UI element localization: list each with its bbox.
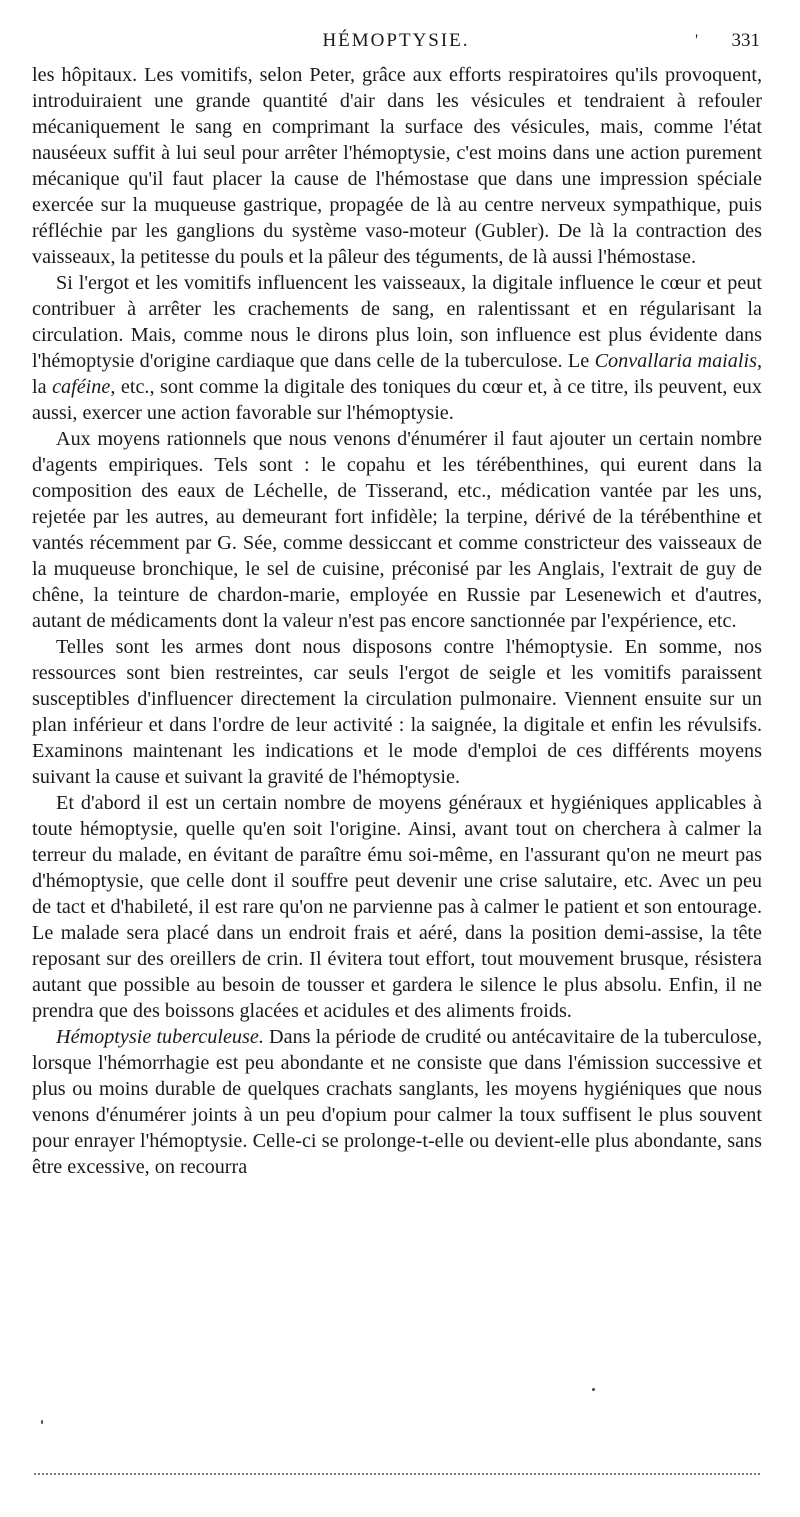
running-title: HÉMOPTYSIE. [322, 30, 470, 51]
paragraph-1-text: les hôpitaux. Les vomitifs, selon Peter, grâce aux efforts respiratoires qu'ils provoquent, introduiraient une grande quantité d'air dans les vésicules et tendraient à refouler mécaniquement le sang en comprimant la surface des vésicules, mais, comme l'état nauséeux suffit à lui seul pour arrêter l'hémoptysie, c'est moins dans une action purement mécanique qu'il faut placer la cause de l'hémostase que dans une impression spéciale exercée sur la muqueuse gastrique, propagée de là au centre nerveux sympathique, puis réfléchie par les ganglions du système vaso-moteur (Gubler). De là la contraction des vaisseaux, la petitesse du pouls et la pâleur des téguments, de là aussi l'hémostase. [32, 64, 762, 268]
paragraph-2-text-b: , la [32, 350, 762, 398]
paragraph-5 [32, 790, 762, 1024]
paragraph-2-italic-convallaria: Convallaria maialis [594, 350, 757, 372]
paragraph-6 [32, 1024, 762, 1180]
paragraph-5-text: Et d'abord il est un certain nombre de moyens généraux et hygiéniques applicables à toute hémoptysie, quelle qu'en soit l'origine. Ainsi, avant tout on cherchera à calmer la terreur du malade, en évitant de paraître ému soi-même, en l'assurant qu'on ne meurt pas d'hémoptysie, que celle dont il souffre peut devenir une crise salutaire, etc. Avec un peu de tact et d'habileté, il est rare qu'on ne parvienne pas à calmer le patient et son entourage. Le malade sera placé dans un endroit frais et aéré, dans la position demi-assise, la tête reposant sur des oreillers de crin. Il évitera tout effort, tout mouvement brusque, résistera autant que possible au besoin de tousser et gardera le silence le plus absolu. Enfin, il ne prendra que des boissons glacées et acidules et des aliments froids. [32, 792, 762, 1022]
print-speck [41, 1420, 43, 1424]
print-speck [592, 1388, 595, 1391]
page-number: 331 [731, 30, 760, 51]
page-body [32, 62, 762, 1180]
paragraph-4-text: Telles sont les armes dont nous disposons contre l'hémoptysie. En somme, nos ressources sont bien restreintes, car seuls l'ergot de seigle et les vomitifs paraissent susceptibles d'influencer directement la circulation pulmonaire. Viennent ensuite sur un plan inférieur et dans l'ordre de leur activité : la saignée, la digitale et enfin les révulsifs. Examinons maintenant les indications et le mode d'emploi de ces différents moyens suivant la cause et suivant la gravité de l'hémoptysie. [32, 636, 762, 788]
paragraph-2 [32, 270, 762, 426]
stray-tick-mark: ' [695, 32, 698, 49]
paragraph-4 [32, 634, 762, 790]
running-header [32, 30, 760, 58]
paragraph-1 [32, 62, 762, 270]
paragraph-3 [32, 426, 762, 634]
paragraph-3-text: Aux moyens rationnels que nous venons d'énumérer il faut ajouter un certain nombre d'agents empiriques. Tels sont : le copahu et les térébenthines, qui eurent dans la composition des eaux de Léchelle, de Tisserand, etc., médication vantée par les uns, rejetée par les autres, au demeurant fort infidèle; la terpine, dérivé de la térébenthine et vantés récemment par G. Sée, comme dessiccant et comme constricteur des vaisseaux de la muqueuse bronchique, le sel de cuisine, préconisé par les Anglais, l'extrait de guy de chêne, la teinture de chardon-marie, employée en Russie par Lesenewich et d'autres, autant de médicaments dont la valeur n'est pas encore sanctionnée par l'expérience, etc. [32, 428, 762, 632]
paragraph-2-text-a: Si l'ergot et les vomitifs influencent les vaisseaux, la digitale influence le cœur et peut contribuer à arrêter les crachements de sang, en ralentissant et en régularisant la circulation. Mais, comme nous le dirons plus loin, son influence est plus évidente dans l'hémoptysie d'origine cardiaque que dans celle de la tuberculose. Le [32, 272, 762, 372]
paragraph-2-italic-cafeine: caféine [52, 376, 111, 398]
paragraph-2-text-c: , etc., sont comme la digitale des toniques du cœur et, à ce titre, ils peuvent, eux aussi, exercer une action favorable sur l'hémoptysie. [32, 376, 762, 424]
section-heading-hemoptysie-tuberculeuse: Hémoptysie tuberculeuse. [56, 1026, 264, 1048]
paragraph-6-text: Dans la période de crudité ou antécavitaire de la tuberculose, lorsque l'hémorrhagie est peu abondante et ne consiste que dans l'émission successive et plus ou moins durable de quelques crachats sanglants, les moyens hygiéniques que nous venons d'énumérer joints à un peu d'opium pour calmer la toux suffisent le plus souvent pour enrayer l'hémoptysie. Celle-ci se prolonge-t-elle ou devient-elle plus abondante, sans être excessive, on recourra [32, 1026, 762, 1178]
footer-dotted-rule [34, 1473, 760, 1475]
